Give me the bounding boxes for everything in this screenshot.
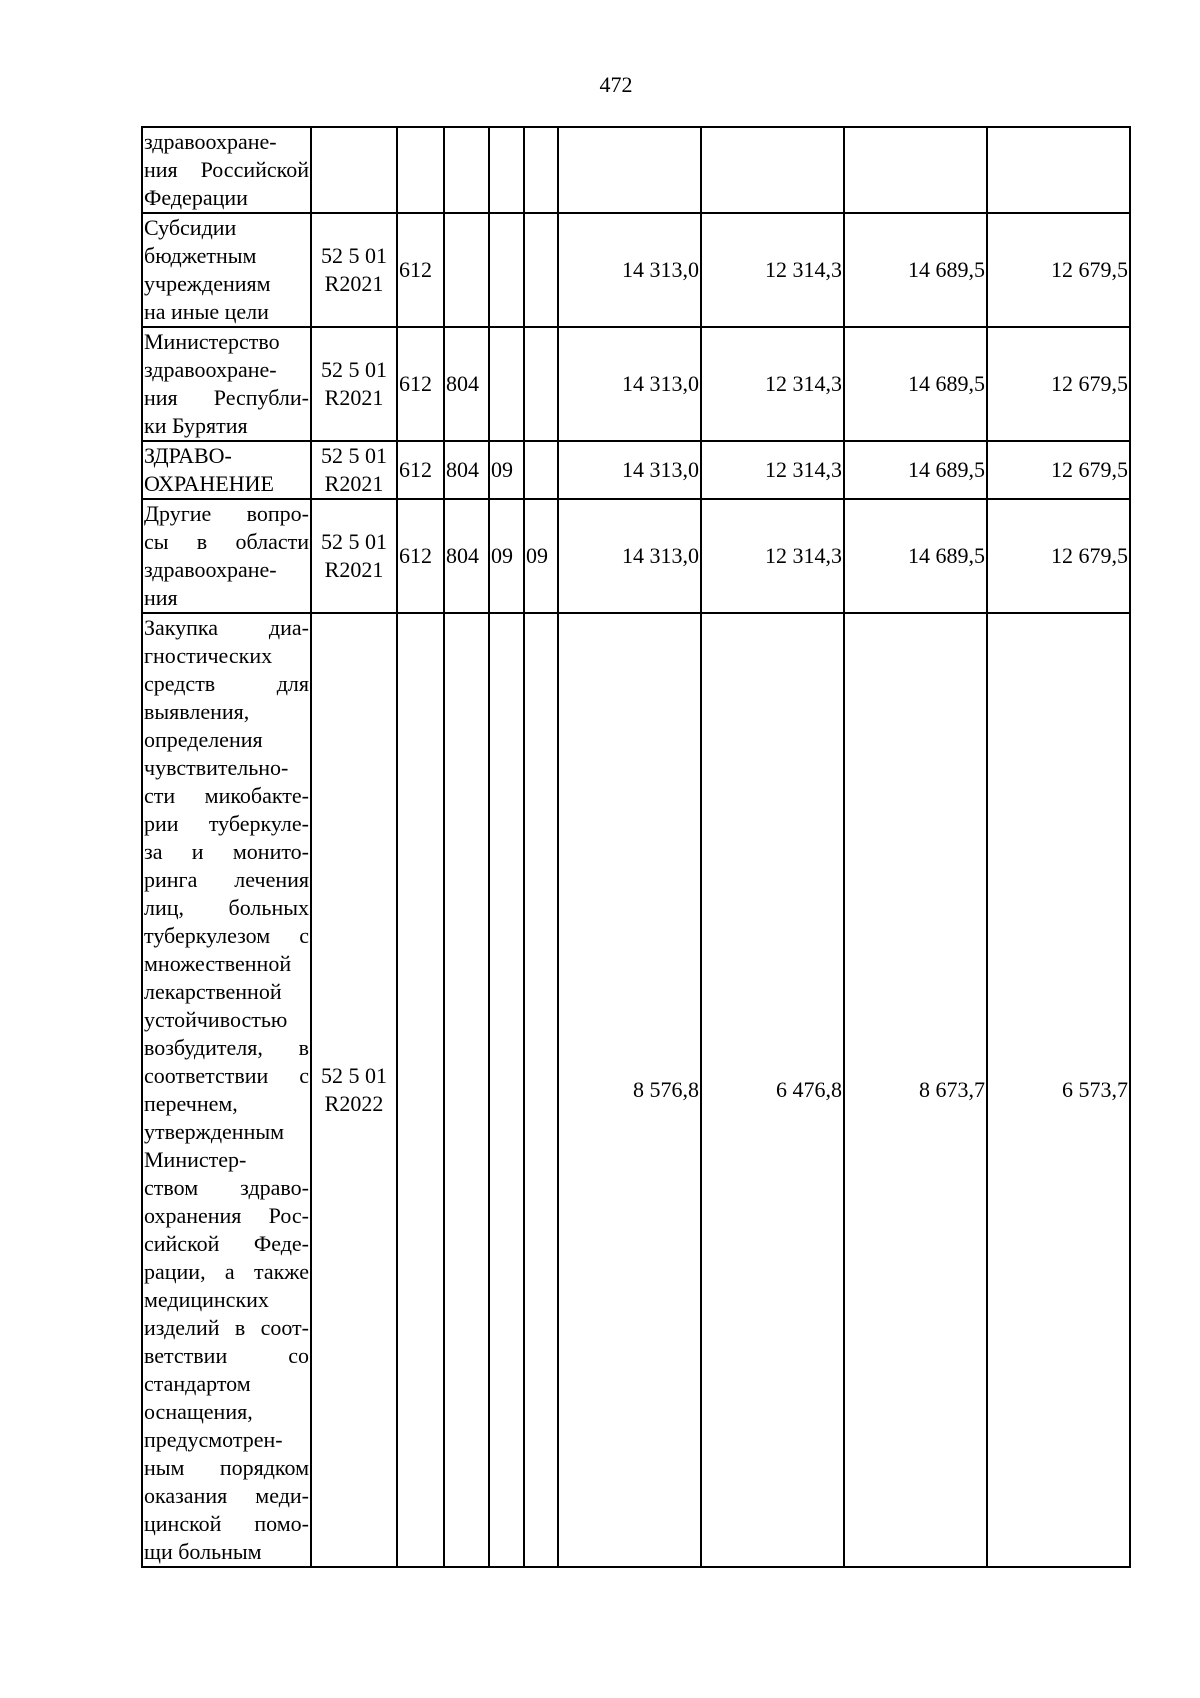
table-row <box>142 213 1130 327</box>
amount-cell-3 <box>844 127 987 213</box>
section-code-cell: 09 <box>489 499 524 613</box>
row-name-line: Министерство <box>144 329 280 354</box>
row-name-line: рии туберкуле- <box>144 811 309 836</box>
target-article-line: R2021 <box>324 271 384 296</box>
subsection-code-cell <box>524 613 558 1567</box>
row-name-line: оказания меди- <box>144 1483 309 1508</box>
target-article-cell <box>311 499 397 613</box>
row-name-line: ством здраво- <box>144 1175 309 1200</box>
subsection-code-cell <box>524 213 558 327</box>
expense-type-cell: 612 <box>397 327 444 441</box>
row-name-line: ния Российской <box>144 157 309 182</box>
ministry-code-cell: 804 <box>444 327 489 441</box>
amount-cell-1: 14 313,0 <box>558 327 701 441</box>
budget-table <box>141 126 1131 1568</box>
amount-cell-2: 12 314,3 <box>701 441 844 499</box>
amount-cell-1: 14 313,0 <box>558 499 701 613</box>
target-article-line: 52 5 01 <box>321 443 387 468</box>
row-name-line: лекарственной <box>144 979 282 1004</box>
ministry-code-cell: 804 <box>444 499 489 613</box>
target-article-line: 52 5 01 <box>321 529 387 554</box>
row-name-line: чувствительно- <box>144 755 289 780</box>
target-article-cell <box>311 213 397 327</box>
amount-cell-1: 14 313,0 <box>558 213 701 327</box>
target-article-line: R2021 <box>324 385 384 410</box>
row-name-line: устойчивостью <box>144 1007 288 1032</box>
section-code-cell <box>489 327 524 441</box>
amount-cell-2: 12 314,3 <box>701 327 844 441</box>
row-name-line: ния Республи- <box>144 385 309 410</box>
target-article-line: 52 5 01 <box>321 243 387 268</box>
row-name-line: Федерации <box>144 185 248 210</box>
row-name-line: за и монито- <box>144 839 309 864</box>
amount-cell-1: 8 576,8 <box>558 613 701 1567</box>
amount-cell-3: 8 673,7 <box>844 613 987 1567</box>
row-name-line: утвержденным <box>144 1119 285 1144</box>
row-name-line: учреждениям <box>144 271 271 296</box>
row-name-line: Субсидии <box>144 215 237 240</box>
row-name-cell <box>142 213 311 327</box>
row-name-line: рации, а также <box>144 1259 309 1284</box>
amount-cell-4: 12 679,5 <box>987 327 1130 441</box>
expense-type-cell: 612 <box>397 213 444 327</box>
amount-cell-4: 12 679,5 <box>987 441 1130 499</box>
target-article-line: R2021 <box>324 471 384 496</box>
row-name-line: здравоохране- <box>144 129 277 154</box>
row-name-line: предусмотрен- <box>144 1427 283 1452</box>
row-name-line: перечнем, <box>144 1091 238 1116</box>
subsection-code-cell <box>524 327 558 441</box>
amount-cell-3: 14 689,5 <box>844 499 987 613</box>
row-name-line: оснащения, <box>144 1399 253 1424</box>
row-name-cell <box>142 613 311 1567</box>
amount-cell-3: 14 689,5 <box>844 327 987 441</box>
row-name-line: множественной <box>144 951 292 976</box>
row-name-line: ки Бурятия <box>144 413 248 438</box>
ministry-code-cell: 804 <box>444 441 489 499</box>
row-name-line: ным порядком <box>144 1455 309 1480</box>
row-name-line: лиц, больных <box>144 895 309 920</box>
expense-type-cell: 612 <box>397 441 444 499</box>
row-name-line: охранения Рос- <box>144 1203 309 1228</box>
ministry-code-cell <box>444 213 489 327</box>
amount-cell-2 <box>701 127 844 213</box>
row-name-cell <box>142 127 311 213</box>
row-name-line: на иные цели <box>144 299 269 324</box>
row-name-line: Другие вопро- <box>144 501 309 526</box>
ministry-code-cell <box>444 613 489 1567</box>
section-code-cell <box>489 127 524 213</box>
row-name-line: туберкулезом с <box>144 923 309 948</box>
row-name-line: здравоохране- <box>144 357 277 382</box>
row-name-cell <box>142 327 311 441</box>
amount-cell-1: 14 313,0 <box>558 441 701 499</box>
amount-cell-1 <box>558 127 701 213</box>
amount-cell-2: 12 314,3 <box>701 499 844 613</box>
row-name-cell <box>142 441 311 499</box>
subsection-code-cell <box>524 127 558 213</box>
amount-cell-4: 6 573,7 <box>987 613 1130 1567</box>
row-name-line: сийской Феде- <box>144 1231 309 1256</box>
row-name-line: ОХРАНЕНИЕ <box>144 471 274 496</box>
row-name-line: определения <box>144 727 263 752</box>
target-article-cell <box>311 327 397 441</box>
target-article-line: R2021 <box>324 557 384 582</box>
table-row <box>142 327 1130 441</box>
target-article-cell <box>311 441 397 499</box>
row-name-line: соответствии с <box>144 1063 309 1088</box>
row-name-line: Министер- <box>144 1147 247 1172</box>
row-name-line: сти микобакте- <box>144 783 309 808</box>
amount-cell-4: 12 679,5 <box>987 499 1130 613</box>
row-name-line: возбудителя, в <box>144 1035 309 1060</box>
amount-cell-4 <box>987 127 1130 213</box>
row-name-line: ния <box>144 585 178 610</box>
row-name-cell <box>142 499 311 613</box>
page-number: 472 <box>599 72 633 97</box>
target-article-cell <box>311 127 397 213</box>
amount-cell-3: 14 689,5 <box>844 213 987 327</box>
amount-cell-4: 12 679,5 <box>987 213 1130 327</box>
subsection-code-cell <box>524 441 558 499</box>
target-article-line: 52 5 01 <box>321 1063 387 1088</box>
row-name-line: выявления, <box>144 699 250 724</box>
row-name-line: изделий в соот- <box>144 1315 309 1340</box>
row-name-line: сы в области <box>144 529 309 554</box>
target-article-line: R2022 <box>324 1091 384 1116</box>
section-code-cell <box>489 613 524 1567</box>
row-name-line: стандартом <box>144 1371 251 1396</box>
table-row <box>142 499 1130 613</box>
table-row <box>142 127 1130 213</box>
section-code-cell <box>489 213 524 327</box>
amount-cell-2: 6 476,8 <box>701 613 844 1567</box>
amount-cell-2: 12 314,3 <box>701 213 844 327</box>
row-name-line: Закупка диа- <box>144 615 309 640</box>
row-name-line: бюджетным <box>144 243 257 268</box>
table-row <box>142 613 1130 1567</box>
row-name-line: щи больным <box>144 1539 262 1564</box>
section-code-cell: 09 <box>489 441 524 499</box>
row-name-line: гностических <box>144 643 273 668</box>
expense-type-cell <box>397 127 444 213</box>
row-name-line: ветствии со <box>144 1343 309 1368</box>
target-article-cell <box>311 613 397 1567</box>
target-article-line: 52 5 01 <box>321 357 387 382</box>
row-name-line: ринга лечения <box>144 867 309 892</box>
row-name-line: средств для <box>144 671 309 696</box>
ministry-code-cell <box>444 127 489 213</box>
subsection-code-cell: 09 <box>524 499 558 613</box>
row-name-line: здравоохране- <box>144 557 277 582</box>
table-row <box>142 441 1130 499</box>
expense-type-cell: 612 <box>397 499 444 613</box>
amount-cell-3: 14 689,5 <box>844 441 987 499</box>
row-name-line: цинской помо- <box>144 1511 309 1536</box>
row-name-line: ЗДРАВО- <box>144 443 232 468</box>
expense-type-cell <box>397 613 444 1567</box>
row-name-line: медицинских <box>144 1287 269 1312</box>
